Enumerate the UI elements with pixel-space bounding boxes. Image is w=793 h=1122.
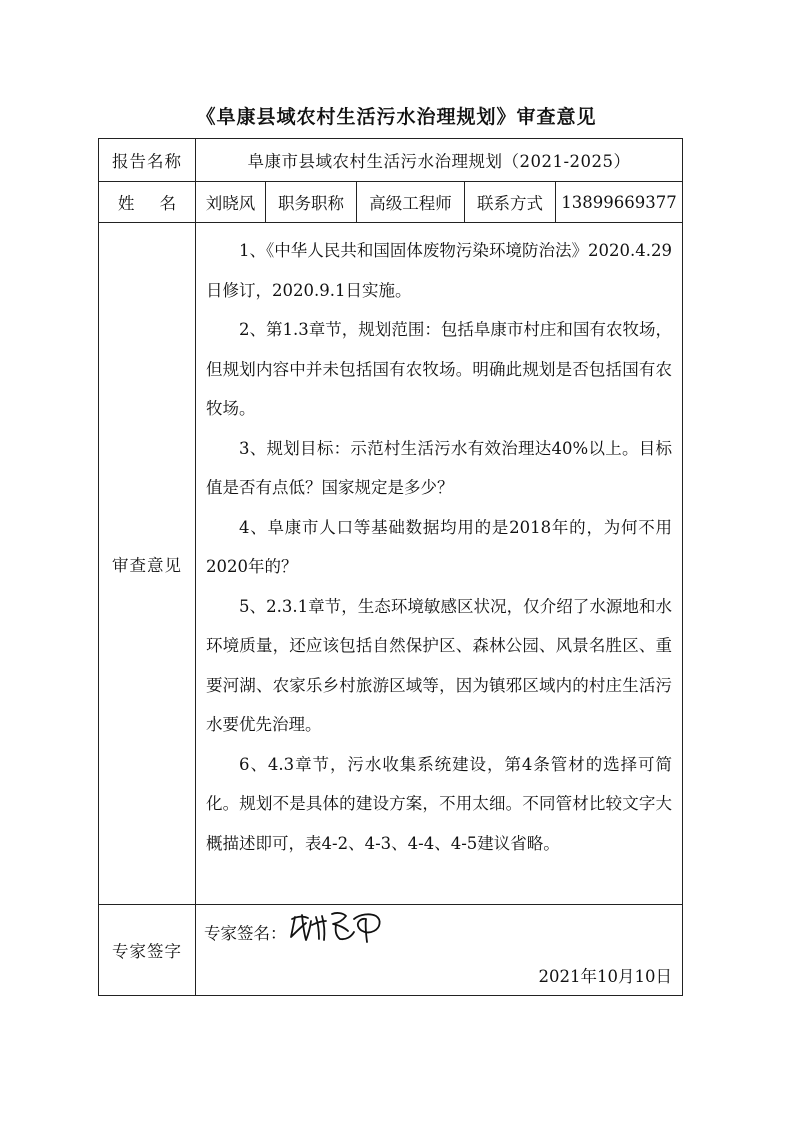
opinion-item-1: 1、《中华人民共和国固体废物污染环境防治法》2020.4.29日修订，2020.9.1日实施。 bbox=[206, 241, 672, 300]
name-label bbox=[99, 182, 196, 223]
signature-row-label: 专家签字 bbox=[99, 905, 196, 996]
reviewer-info-row bbox=[99, 182, 683, 223]
opinion-item-5: 5、2.3.1章节，生态环境敏感区状况，仅介绍了水源地和水环境质量，还应该包括自然保护区、森林公园、风景名胜区、重要河湖、农家乐乡村旅游区域等，因为镇邪区域内的村庄生活污水要优先治理。 bbox=[206, 596, 672, 734]
report-name-label: 报告名称 bbox=[99, 139, 196, 182]
signature-date: 2021年10月10日 bbox=[538, 967, 672, 986]
opinion-item-6: 6、4.3章节，污水收集系统建设，第4条管材的选择可简化。规划不是具体的建设方案，不用太细。不同管材比较文字大概描述即可，表4-2、4-3、4-4、4-5建议省略。 bbox=[206, 754, 672, 853]
document-title: 《阜康县域农村生活污水治理规划》审查意见 bbox=[196, 106, 597, 128]
reviewer-name: 刘晓风 bbox=[196, 182, 266, 223]
report-row bbox=[99, 139, 683, 182]
reviewer-contact: 13899669377 bbox=[556, 182, 683, 223]
opinion-content bbox=[196, 223, 683, 905]
opinion-row bbox=[99, 223, 683, 905]
opinion-item-3: 3、规划目标：示范村生活污水有效治理达40%以上。目标值是否有点低？国家规定是多少？ bbox=[206, 438, 672, 497]
review-form-table bbox=[98, 138, 683, 996]
report-name-value: 阜康市县域农村生活污水治理规划（2021-2025） bbox=[196, 139, 683, 182]
name-label-text: 姓 名 bbox=[117, 194, 187, 213]
position-label: 职务职称 bbox=[266, 182, 357, 223]
handwritten-signature bbox=[288, 907, 388, 947]
reviewer-position: 高级工程师 bbox=[357, 182, 465, 223]
signature-cell bbox=[196, 905, 683, 996]
opinion-item-2: 2、第1.3章节，规划范围：包括阜康市村庄和国有农牧场，但规划内容中并未包括国有农牧场。明确此规划是否包括国有农牧场。 bbox=[206, 320, 672, 418]
opinion-item-4: 4、阜康市人口等基础数据均用的是2018年的，为何不用2020年的？ bbox=[206, 517, 672, 576]
contact-label: 联系方式 bbox=[465, 182, 556, 223]
signature-field-label: 专家签名： bbox=[204, 924, 287, 943]
opinion-label: 审查意见 bbox=[99, 223, 196, 905]
signature-row bbox=[99, 905, 683, 996]
